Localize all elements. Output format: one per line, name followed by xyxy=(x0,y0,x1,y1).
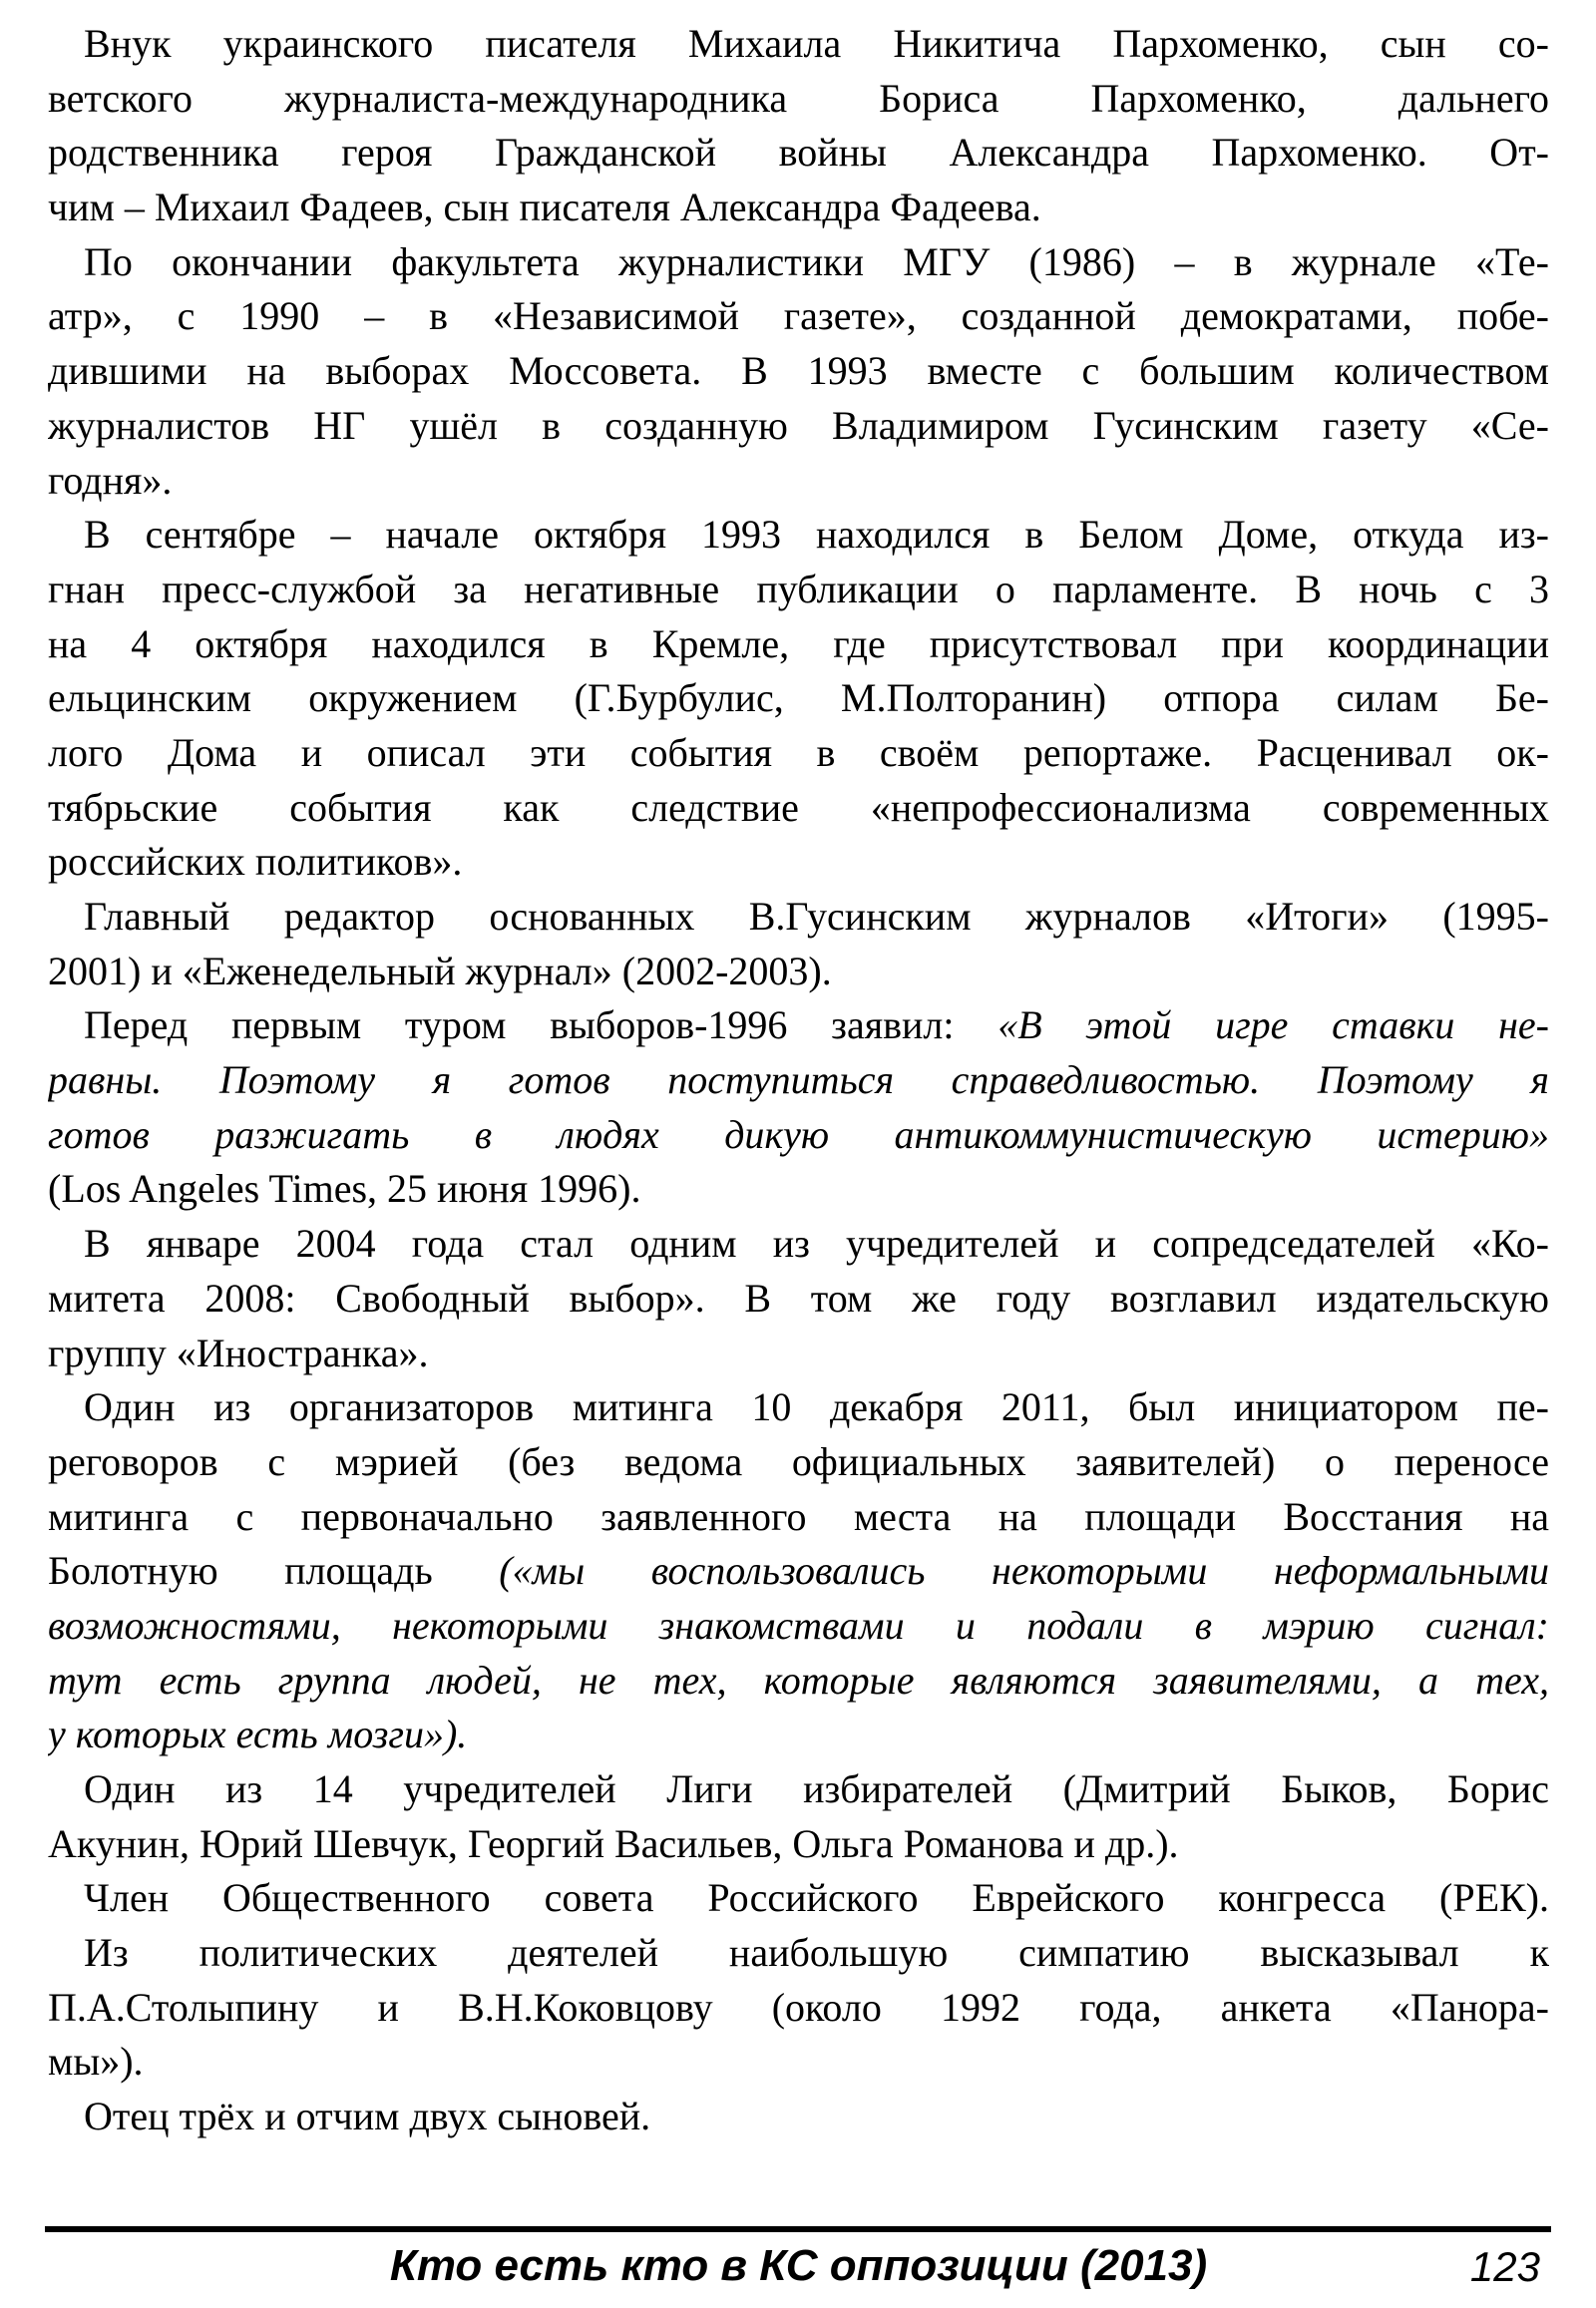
text-segment: П.А.Столыпину и В.Н.Коковцову (около 1992 года, анкета «Панора- xyxy=(48,1984,1549,2030)
paragraph xyxy=(48,998,1549,1217)
text-segment: ветского журналиста-международника Бориса Пархоменко, дальнего xyxy=(48,75,1549,121)
text-segment: 2001) и «Еженедельный журнал» (2002-2003). xyxy=(48,948,832,993)
text-line xyxy=(48,945,1549,999)
text-segment: мы»). xyxy=(48,2039,144,2085)
text-line xyxy=(48,1544,1549,1599)
text-segment: группу «Иностранка». xyxy=(48,1330,429,1375)
italic-text-segment: равны. Поэтому я готов поступиться справедливостью. Поэтому я xyxy=(48,1057,1549,1103)
text-segment: митинга с первоначально заявленного места на площади Восстания на xyxy=(48,1493,1549,1539)
text-segment: Болотную площадь xyxy=(48,1548,500,1594)
text-segment: Акунин, Юрий Шевчук, Георгий Васильев, Ольга Романова и др.). xyxy=(48,1820,1179,1866)
text-line xyxy=(48,508,1549,563)
text-line xyxy=(48,1327,1549,1381)
text-line xyxy=(48,1435,1549,1490)
text-line xyxy=(48,1217,1549,1272)
text-line xyxy=(48,1272,1549,1327)
footer-book-title: Кто есть кто в КС оппозиции (2013) xyxy=(389,2241,1208,2290)
text-segment: (Los Angeles Times, 25 июня 1996). xyxy=(48,1166,641,1212)
italic-text-segment: у которых есть мозги»). xyxy=(48,1712,468,1757)
text-segment: митета 2008: Свободный выбор». В том же году возглавил издательскую xyxy=(48,1275,1549,1321)
text-segment: лого Дома и описал эти события в своём репортаже. Расценивал ок- xyxy=(48,729,1549,775)
text-segment: Внук украинского писателя Михаила Никитича Пархоменко, сын со- xyxy=(84,21,1549,66)
text-line xyxy=(48,617,1549,672)
paragraph xyxy=(48,1926,1549,2090)
text-line xyxy=(48,890,1549,945)
italic-text-segment: («мы воспользовались некоторыми неформальными xyxy=(499,1548,1549,1594)
text-segment: тябрьские события как следствие «непрофессионализма современных xyxy=(48,784,1549,830)
text-segment: родственника героя Гражданской войны Александра Пархоменко. От- xyxy=(48,130,1549,176)
text-segment: ельцинским окружением (Г.Бурбулис, М.Полторанин) отпора силам Бе- xyxy=(48,675,1549,721)
text-segment: По окончании факультета журналистики МГУ (1986) – в журнале «Те- xyxy=(84,238,1549,284)
text-segment: В сентябре – начале октября 1993 находился в Белом Доме, откуда из- xyxy=(84,512,1549,558)
text-line xyxy=(48,1053,1549,1108)
text-line xyxy=(48,181,1549,235)
text-segment: Один из организаторов митинга 10 декабря 2011, был инициатором пе- xyxy=(84,1384,1549,1430)
text-line xyxy=(48,1708,1549,1762)
paragraph xyxy=(48,890,1549,998)
text-line xyxy=(48,1654,1549,1709)
text-segment: Из политических деятелей наибольшую симпатию высказывал к xyxy=(84,1930,1549,1976)
text-line xyxy=(48,563,1549,617)
paragraph xyxy=(48,1871,1549,1926)
text-segment: Член Общественного совета Российского Еврейского конгресса (РЕК). xyxy=(84,1875,1549,1921)
text-segment: реговоров с мэрией (без ведома официальных заявителей) о переносе xyxy=(48,1438,1549,1484)
text-segment: Главный редактор основанных В.Гусинским журналов «Итоги» (1995- xyxy=(84,894,1549,939)
text-line xyxy=(48,126,1549,181)
text-segment: Один из 14 учредителей Лиги избирателей (Дмитрий Быков, Борис xyxy=(84,1766,1549,1811)
text-line xyxy=(48,781,1549,836)
text-segment: Перед первым туром выборов-1996 заявил: xyxy=(84,1002,998,1048)
paragraph xyxy=(48,1380,1549,1762)
text-line xyxy=(48,726,1549,781)
text-line xyxy=(48,235,1549,290)
text-line xyxy=(48,671,1549,726)
paragraph xyxy=(48,2090,1549,2144)
text-line xyxy=(48,1981,1549,2036)
text-line xyxy=(48,399,1549,454)
text-line xyxy=(48,344,1549,399)
text-line xyxy=(48,835,1549,890)
text-segment: чим – Михаил Фадеев, сын писателя Александра Фадеева. xyxy=(48,185,1041,230)
italic-text-segment: готов разжигать в людях дикую антикоммунистическую истерию» xyxy=(48,1111,1549,1157)
page-number: 123 xyxy=(1469,2243,1540,2290)
text-segment: на 4 октября находился в Кремле, где присутствовал при координации xyxy=(48,620,1549,666)
text-line xyxy=(48,1817,1549,1872)
text-segment: Отец трёх и отчим двух сыновей. xyxy=(84,2094,651,2139)
text-line xyxy=(48,1380,1549,1435)
text-line xyxy=(48,1108,1549,1163)
text-segment: журналистов НГ ушёл в созданную Владимиром Гусинским газету «Се- xyxy=(48,402,1549,448)
text-line xyxy=(48,1871,1549,1926)
text-line xyxy=(48,1762,1549,1817)
text-line xyxy=(48,454,1549,509)
paragraph xyxy=(48,17,1549,235)
paragraph xyxy=(48,1217,1549,1380)
italic-text-segment: «В этой игре ставки не- xyxy=(998,1002,1549,1048)
text-segment: атр», с 1990 – в «Независимой газете», созданной демократами, побе- xyxy=(48,293,1549,339)
text-line xyxy=(48,2035,1549,2090)
text-segment: гнан пресс-службой за негативные публикации о парламенте. В ночь с 3 xyxy=(48,566,1549,611)
text-line xyxy=(48,72,1549,127)
text-segment: дившими на выборах Моссовета. В 1993 вместе с большим количеством xyxy=(48,348,1549,394)
body-text xyxy=(48,17,1549,2144)
text-line xyxy=(48,289,1549,344)
text-line xyxy=(48,998,1549,1053)
text-line xyxy=(48,2090,1549,2144)
text-segment: годня». xyxy=(48,457,173,503)
paragraph xyxy=(48,508,1549,890)
italic-text-segment: возможностями, некоторыми знакомствами и подали в мэрию сигнал: xyxy=(48,1602,1549,1648)
text-line xyxy=(48,1162,1549,1217)
paragraph xyxy=(48,235,1549,508)
italic-text-segment: тут есть группа людей, не тех, которые являются заявителями, а тех, xyxy=(48,1657,1549,1703)
text-segment: российских политиков». xyxy=(48,839,463,885)
paragraph xyxy=(48,1762,1549,1871)
text-line xyxy=(48,1926,1549,1981)
text-line xyxy=(48,1599,1549,1654)
text-segment: В январе 2004 года стал одним из учредителей и сопредседателей «Ко- xyxy=(84,1221,1549,1267)
text-line xyxy=(48,1490,1549,1545)
footer-divider xyxy=(45,2226,1551,2232)
text-line xyxy=(48,17,1549,72)
